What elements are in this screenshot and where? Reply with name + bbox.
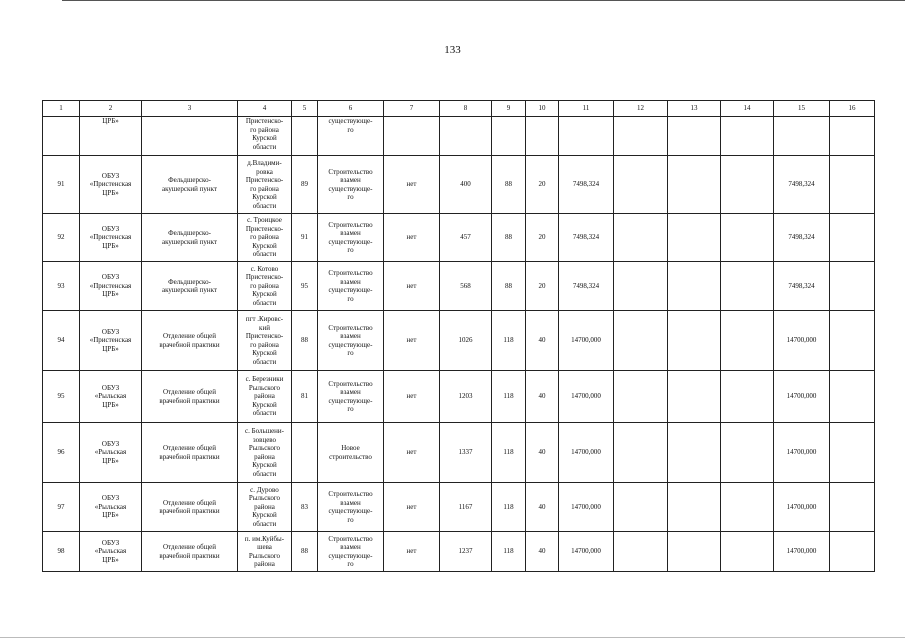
- table-cell: с. Котово Пристенско- го района Курской области: [238, 262, 292, 311]
- table-cell: [721, 371, 774, 423]
- table-cell: [721, 311, 774, 371]
- table-cell: Фельдшерско- акушерский пункт: [142, 262, 238, 311]
- table-cell: 40: [526, 483, 559, 532]
- table-cell: нет: [384, 423, 440, 483]
- table-row: [43, 311, 875, 371]
- table-cell: 14700,000: [559, 483, 614, 532]
- table-cell: ОБУЗ «Пристенская ЦРБ»: [80, 311, 142, 371]
- table-cell: 94: [43, 311, 80, 371]
- table-cell: [614, 156, 668, 214]
- table-cell: [384, 117, 440, 156]
- table-cell: нет: [384, 483, 440, 532]
- table-cell: [830, 214, 875, 262]
- table-cell: [721, 156, 774, 214]
- table-row: [43, 371, 875, 423]
- table-cell: [614, 262, 668, 311]
- table-cell: с. Большени- зовцево Рыльского района Курской области: [238, 423, 292, 483]
- table-cell: Отделение общей врачебной практики: [142, 483, 238, 532]
- table-row: [43, 262, 875, 311]
- table-cell: 88: [492, 262, 526, 311]
- table-cell: [614, 371, 668, 423]
- data-table: [42, 100, 875, 572]
- table-row: [43, 117, 875, 156]
- table-cell: [559, 117, 614, 156]
- table-cell: [668, 311, 721, 371]
- table-cell: существующе- го: [318, 117, 384, 156]
- table-cell: п. им.Куйбы- шева Рыльского района: [238, 532, 292, 572]
- table-cell: [492, 117, 526, 156]
- table-cell: [830, 483, 875, 532]
- table-cell: [830, 423, 875, 483]
- header-cell: 14: [721, 101, 774, 117]
- header-cell: 8: [440, 101, 492, 117]
- table-cell: 14700,000: [774, 532, 830, 572]
- table-cell: 1337: [440, 423, 492, 483]
- table-cell: [721, 214, 774, 262]
- table-cell: нет: [384, 262, 440, 311]
- table-cell: [668, 371, 721, 423]
- table-cell: [668, 423, 721, 483]
- table-cell: [614, 214, 668, 262]
- header-cell: 13: [668, 101, 721, 117]
- table-cell: с. Березники Рыльского района Курской области: [238, 371, 292, 423]
- table-cell: [668, 532, 721, 572]
- table-cell: 40: [526, 371, 559, 423]
- table-cell: ОБУЗ «Пристенская ЦРБ»: [80, 156, 142, 214]
- table-row: [43, 214, 875, 262]
- table-cell: [292, 117, 318, 156]
- table-cell: пгт .Кировс- кий Пристенско- го района Курской области: [238, 311, 292, 371]
- header-cell: 6: [318, 101, 384, 117]
- header-cell: 15: [774, 101, 830, 117]
- table-cell: 98: [43, 532, 80, 572]
- table-cell: [668, 262, 721, 311]
- table-cell: 118: [492, 483, 526, 532]
- table-cell: нет: [384, 371, 440, 423]
- table-cell: [668, 117, 721, 156]
- table-cell: Строительство взамен существующе- го: [318, 262, 384, 311]
- table-cell: 14700,000: [774, 371, 830, 423]
- table-cell: Пристенско- го района Курской области: [238, 117, 292, 156]
- table-cell: [614, 532, 668, 572]
- table-cell: 14700,000: [559, 371, 614, 423]
- table-cell: 1203: [440, 371, 492, 423]
- table-cell: [721, 532, 774, 572]
- table-cell: Строительство взамен существующе- го: [318, 156, 384, 214]
- table-cell: нет: [384, 311, 440, 371]
- header-cell: 12: [614, 101, 668, 117]
- header-cell: 1: [43, 101, 80, 117]
- table-cell: 88: [492, 214, 526, 262]
- table-cell: 7498,324: [774, 214, 830, 262]
- table-cell: Фельдшерско- акушерский пункт: [142, 156, 238, 214]
- table-cell: [614, 483, 668, 532]
- table-cell: 7498,324: [559, 262, 614, 311]
- table-cell: Строительство взамен существующе- го: [318, 483, 384, 532]
- table-cell: 96: [43, 423, 80, 483]
- table-row: [43, 423, 875, 483]
- table-cell: 40: [526, 532, 559, 572]
- header-cell: 10: [526, 101, 559, 117]
- table-cell: 7498,324: [774, 262, 830, 311]
- table-cell: [774, 117, 830, 156]
- table-cell: ОБУЗ «Рыльская ЦРБ»: [80, 532, 142, 572]
- table-cell: 14700,000: [559, 532, 614, 572]
- table-cell: ОБУЗ «Пристенская ЦРБ»: [80, 214, 142, 262]
- table-cell: 1167: [440, 483, 492, 532]
- table-row: [43, 156, 875, 214]
- table-cell: [668, 156, 721, 214]
- table-cell: 92: [43, 214, 80, 262]
- table-cell: 20: [526, 214, 559, 262]
- table-cell: 1026: [440, 311, 492, 371]
- table-cell: Строительство взамен существующе- го: [318, 311, 384, 371]
- table-cell: 7498,324: [559, 156, 614, 214]
- table-cell: ОБУЗ «Рыльская ЦРБ»: [80, 371, 142, 423]
- header-cell: 16: [830, 101, 875, 117]
- table-cell: [668, 214, 721, 262]
- header-row: [43, 101, 875, 117]
- table-cell: [830, 156, 875, 214]
- header-cell: 9: [492, 101, 526, 117]
- header-cell: 2: [80, 101, 142, 117]
- table-cell: с. Дурово Рыльского района Курской области: [238, 483, 292, 532]
- table-cell: нет: [384, 532, 440, 572]
- table-cell: Строительство взамен существующе- го: [318, 214, 384, 262]
- table-cell: 568: [440, 262, 492, 311]
- table-cell: 7498,324: [774, 156, 830, 214]
- table-cell: 1237: [440, 532, 492, 572]
- table-cell: 118: [492, 532, 526, 572]
- table-cell: [721, 423, 774, 483]
- table-cell: 83: [292, 483, 318, 532]
- table-cell: [668, 483, 721, 532]
- table-row: [43, 532, 875, 572]
- table-cell: [440, 117, 492, 156]
- table-cell: ЦРБ»: [80, 117, 142, 156]
- table-cell: 14700,000: [774, 483, 830, 532]
- table-cell: [614, 311, 668, 371]
- table-cell: Новое строительство: [318, 423, 384, 483]
- table-cell: Отделение общей врачебной практики: [142, 311, 238, 371]
- table-cell: 14700,000: [559, 423, 614, 483]
- table-cell: 20: [526, 156, 559, 214]
- header-cell: 11: [559, 101, 614, 117]
- table-cell: [292, 423, 318, 483]
- table-cell: [526, 117, 559, 156]
- table-cell: 20: [526, 262, 559, 311]
- table-cell: Фельдшерско- акушерский пункт: [142, 214, 238, 262]
- table-cell: 14700,000: [774, 311, 830, 371]
- table-cell: Отделение общей врачебной практики: [142, 532, 238, 572]
- scan-top-edge: [62, 0, 905, 1]
- table-cell: 457: [440, 214, 492, 262]
- table-cell: нет: [384, 156, 440, 214]
- table-cell: 93: [43, 262, 80, 311]
- table-cell: 40: [526, 423, 559, 483]
- table-cell: 91: [292, 214, 318, 262]
- header-cell: 4: [238, 101, 292, 117]
- table-cell: 400: [440, 156, 492, 214]
- table-cell: 40: [526, 311, 559, 371]
- table-cell: 118: [492, 371, 526, 423]
- table-cell: [614, 117, 668, 156]
- table-row: [43, 483, 875, 532]
- table-cell: 14700,000: [774, 423, 830, 483]
- table-cell: [614, 423, 668, 483]
- table-cell: 81: [292, 371, 318, 423]
- table-cell: д.Владими- ровка Пристенско- го района Курской области: [238, 156, 292, 214]
- table-cell: [142, 117, 238, 156]
- table-cell: с. Троицкое Пристенско- го района Курской области: [238, 214, 292, 262]
- table-cell: 7498,324: [559, 214, 614, 262]
- table-cell: 95: [292, 262, 318, 311]
- table-cell: нет: [384, 214, 440, 262]
- table-cell: 118: [492, 423, 526, 483]
- table-cell: [830, 532, 875, 572]
- table-cell: ОБУЗ «Рыльская ЦРБ»: [80, 483, 142, 532]
- table-cell: 118: [492, 311, 526, 371]
- header-cell: 7: [384, 101, 440, 117]
- table-cell: [43, 117, 80, 156]
- header-cell: 3: [142, 101, 238, 117]
- table-cell: [830, 371, 875, 423]
- table-cell: 95: [43, 371, 80, 423]
- table-cell: [830, 117, 875, 156]
- table-cell: 89: [292, 156, 318, 214]
- table-cell: Отделение общей врачебной практики: [142, 423, 238, 483]
- table-cell: Отделение общей врачебной практики: [142, 371, 238, 423]
- table-cell: Строительство взамен существующе- го: [318, 532, 384, 572]
- table-cell: Строительство взамен существующе- го: [318, 371, 384, 423]
- table-cell: [721, 117, 774, 156]
- table-cell: ОБУЗ «Рыльская ЦРБ»: [80, 423, 142, 483]
- table-cell: 88: [292, 532, 318, 572]
- table-cell: ОБУЗ «Пристенская ЦРБ»: [80, 262, 142, 311]
- table-cell: 91: [43, 156, 80, 214]
- table-cell: 97: [43, 483, 80, 532]
- table-cell: [830, 311, 875, 371]
- table-cell: 14700,000: [559, 311, 614, 371]
- table-cell: [830, 262, 875, 311]
- page-number: 133: [444, 44, 461, 56]
- header-cell: 5: [292, 101, 318, 117]
- table-cell: [721, 262, 774, 311]
- table-cell: 88: [492, 156, 526, 214]
- table-cell: 88: [292, 311, 318, 371]
- scan-bottom-edge: [0, 637, 905, 638]
- table-cell: [721, 483, 774, 532]
